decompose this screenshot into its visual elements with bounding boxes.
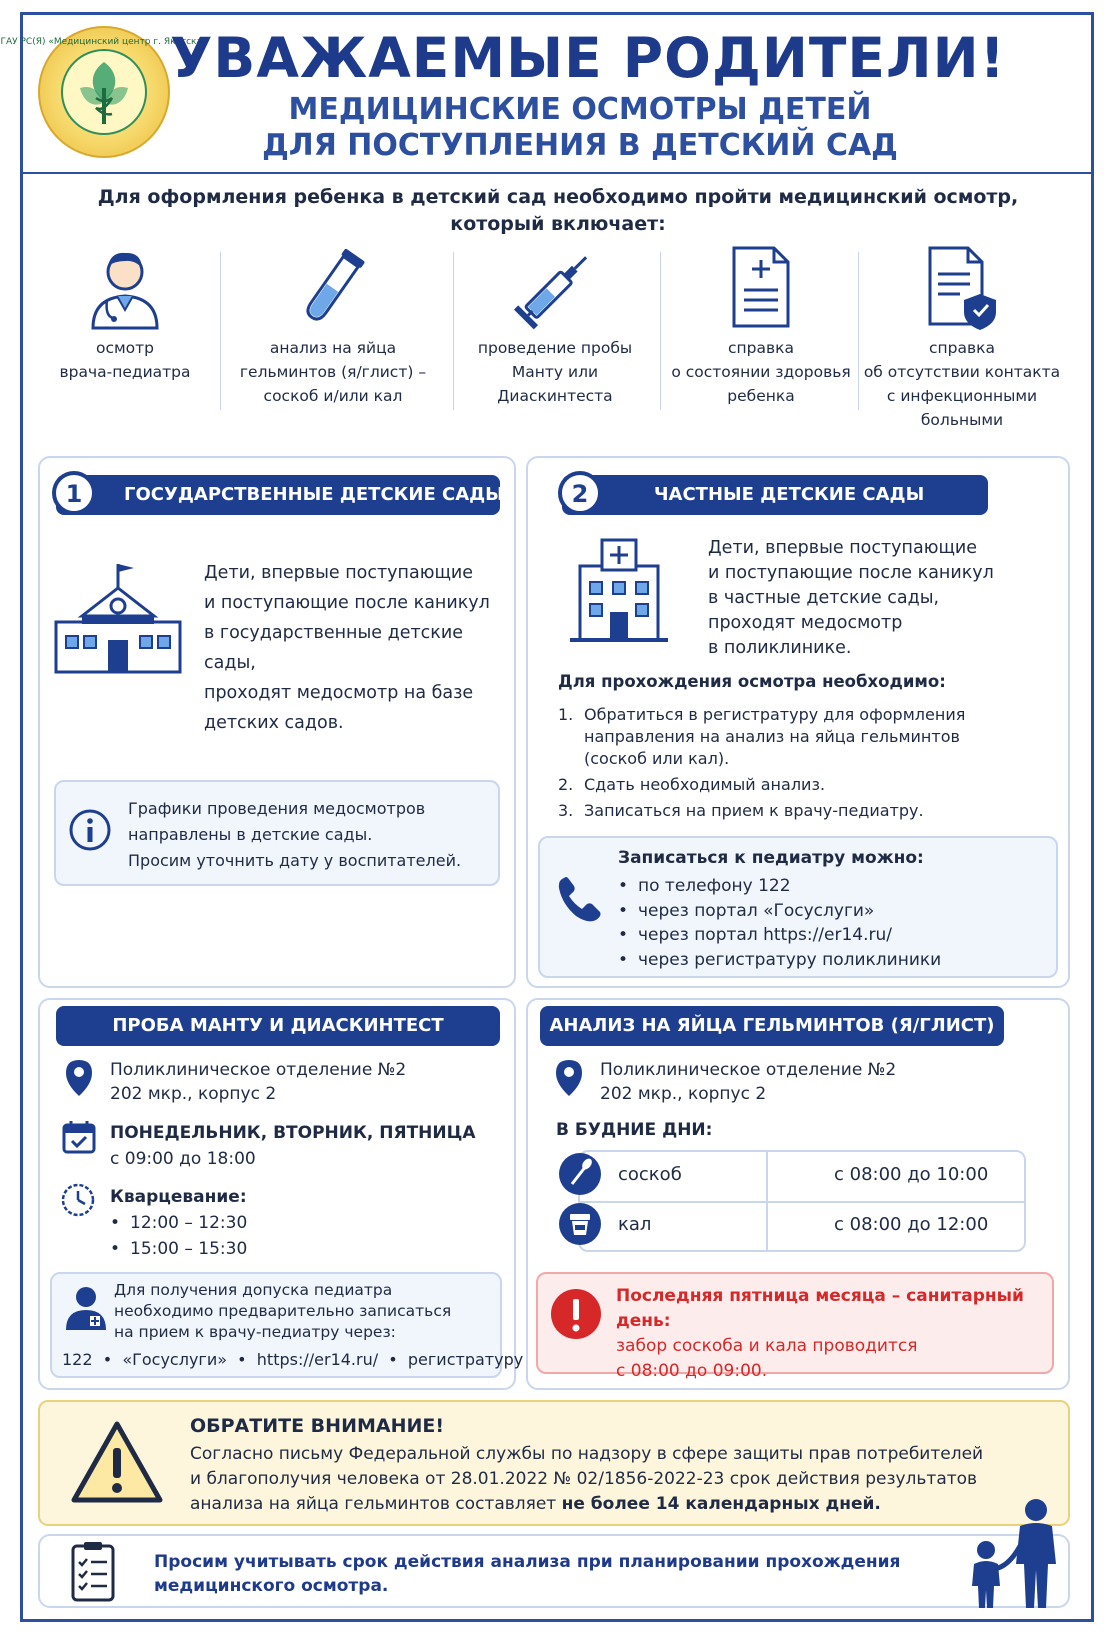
contact-item-gosuslugi: • через портал «Госуслуги» (618, 899, 1048, 924)
page-subtitle (170, 92, 990, 164)
section-title: ГОСУДАРСТВЕННЫЕ ДЕТСКИЕ САДЫ (124, 484, 504, 505)
checklist-item-helminth-test (228, 244, 438, 408)
info-icon (68, 808, 112, 852)
quartz-title: Кварцевание: (110, 1187, 247, 1207)
checklist-label: Диаскинтеста (497, 387, 613, 405)
mantoux-schedule (110, 1120, 476, 1172)
helminth-location (600, 1058, 896, 1106)
state-info-text (128, 796, 498, 874)
text-line: забор соскоба и кала проводится (616, 1336, 918, 1356)
private-kindergartens-header (562, 475, 988, 515)
location-pin-icon (64, 1058, 94, 1098)
pediatrician-note-channels: 122 • «Госуслуги» • https://er14.ru/ • регистратуру (62, 1350, 524, 1369)
text-line: проходят медосмотр на базе (204, 683, 474, 703)
phone-icon (556, 874, 604, 924)
contact-list (618, 874, 1048, 972)
sanitary-day-text (616, 1284, 1052, 1384)
clipboard-checklist-icon (70, 1540, 116, 1602)
step-number: 1. (558, 705, 574, 724)
swab-icon (558, 1152, 602, 1196)
text-line: Поликлиническое отделение №2 (600, 1060, 897, 1080)
text-line: (соскоб или кал). (584, 749, 730, 768)
document-plus-icon (726, 244, 796, 330)
text-line: Дети, впервые поступающие (204, 563, 474, 583)
checklist-label: Манту или (511, 363, 599, 381)
checklist-label: больными (920, 411, 1004, 429)
text-line: направления на анализ на яйца гельминтов (584, 727, 960, 746)
text-line: на прием к врачу-педиатру через: (114, 1323, 396, 1341)
checklist-label: анализ на яйца (269, 339, 397, 357)
checklist-label: соскоб и/или кал (263, 387, 403, 405)
checklist-label: справка (929, 339, 995, 357)
subtitle-line-1: МЕДИЦИНСКИЕ ОСМОТРЫ ДЕТЕЙ (288, 92, 872, 127)
text-line: медицинского осмотра. (154, 1576, 389, 1596)
text-line: и поступающие после каникул (204, 593, 490, 613)
checklist-label: проведение пробы (477, 339, 633, 357)
intro-line-1: Для оформления ребенка в детский сад необходимо пройти медицинский осмотр, (97, 186, 1019, 208)
quartz-schedule (110, 1184, 247, 1262)
text-line: Поликлиническое отделение №2 (110, 1060, 407, 1080)
checklist-item-mantoux (460, 244, 650, 408)
text-line: Последняя пятница месяца – санитарный день: (616, 1286, 1024, 1331)
table-row-time: с 08:00 до 10:00 (834, 1164, 989, 1185)
section-number-badge: 1 (52, 471, 96, 515)
text-line: Согласно письму Федеральной службы по надзору в сфере защиты прав потребителей (190, 1444, 984, 1464)
attention-line3-normal: анализа на яйца гельминтов составляет (190, 1494, 562, 1514)
text-line: Обратиться в регистратуру для оформления (584, 705, 966, 724)
location-pin-icon (554, 1058, 584, 1098)
checklist-item-doctor (40, 244, 210, 384)
table-column-divider (766, 1152, 768, 1250)
attention-box (38, 1400, 1070, 1526)
step-number: 3. (558, 801, 574, 820)
text-line: с 08:00 до 09:00. (616, 1361, 768, 1381)
divider (858, 252, 859, 410)
alert-icon (550, 1288, 602, 1340)
contact-item-phone: • по телефону 122 (618, 874, 1048, 899)
table-row-name: соскоб (618, 1164, 682, 1185)
calendar-icon (62, 1120, 96, 1154)
text-line: и благополучия человека от 28.01.2022 № 02/1856-2022-23 срок действия результатов (190, 1469, 978, 1489)
text-line: Записаться на прием к врачу-педиатру. (584, 801, 924, 820)
text-line: направлены в детские сады. (128, 825, 373, 844)
divider (660, 252, 661, 410)
clock-icon (60, 1182, 96, 1218)
text-line: Графики проведения медосмотров (128, 799, 426, 818)
logo-emblem-icon (0, 28, 208, 156)
weekdays-label: В БУДНИЕ ДНИ: (556, 1120, 713, 1140)
checklist-label: гельминтов (я/глист) – (239, 363, 427, 381)
pediatrician-note-text (114, 1280, 494, 1343)
attention-title: ОБРАТИТЕ ВНИМАНИЕ! (190, 1415, 445, 1437)
container-icon (558, 1202, 602, 1246)
steps-list (558, 704, 1058, 822)
quartz-item: • 15:00 – 15:30 (110, 1236, 247, 1262)
text-line: необходимо предварительно записаться (114, 1302, 452, 1320)
divider (220, 252, 221, 410)
text-line: в частные детские сады, (708, 588, 940, 608)
mantoux-header: ПРОБА МАНТУ И ДИАСКИНТЕСТ (56, 1006, 500, 1046)
checklist-label: о состоянии здоровья (671, 363, 851, 381)
mantoux-hours: с 09:00 до 18:00 (110, 1149, 256, 1169)
checklist-item-contact-certificate (862, 244, 1062, 432)
contact-item-registry: • через регистратуру поликлиники (618, 948, 1048, 973)
footer-text (154, 1550, 914, 1598)
step-number: 2. (558, 775, 574, 794)
contact-box (538, 836, 1058, 978)
text-line: и поступающие после каникул (708, 563, 994, 583)
text-line: Дети, впервые поступающие (708, 538, 978, 558)
helminth-schedule-table (578, 1150, 1026, 1252)
text-line: проходят медосмотр (708, 613, 903, 633)
attention-line3-bold: не более 14 календарных дней. (561, 1494, 881, 1514)
text-line: 202 мкр., корпус 2 (110, 1084, 277, 1104)
checklist-label: осмотр (95, 339, 155, 357)
page-title: УВАЖАЕМЫЕ РОДИТЕЛИ! (170, 26, 1006, 90)
step-item (558, 704, 1058, 770)
school-building-icon (52, 560, 184, 678)
text-line: 202 мкр., корпус 2 (600, 1084, 767, 1104)
pediatrician-note-box (50, 1272, 524, 1378)
state-info-box (54, 780, 500, 886)
step-item (558, 800, 1058, 822)
header-divider (20, 172, 1094, 174)
divider (453, 252, 454, 410)
document-shield-icon (922, 244, 1002, 330)
checklist-item-health-certificate (666, 244, 856, 408)
private-kindergartens-text (708, 536, 1058, 661)
checklist-label: об отсутствии контакта (863, 363, 1061, 381)
quartz-item: • 12:00 – 12:30 (110, 1210, 247, 1236)
table-row-time: с 08:00 до 12:00 (834, 1214, 989, 1235)
text-line: в государственные детские сады, (204, 623, 464, 673)
contact-title: Записаться к педиатру можно: (618, 848, 924, 868)
step-item (558, 774, 1058, 796)
state-kindergartens-text (204, 558, 510, 738)
sanitary-day-warning (536, 1272, 1054, 1381)
logo (0, 26, 208, 158)
checklist-label: с инфекционными (886, 387, 1038, 405)
checklist-label: врача-педиатра (59, 363, 191, 381)
text-line: Сдать необходимый анализ. (584, 775, 826, 794)
checklist-label: ребенка (727, 387, 795, 405)
test-tube-icon (291, 244, 375, 330)
contact-item-er14: • через портал https://er14.ru/ (618, 923, 1048, 948)
attention-text (190, 1414, 1060, 1517)
text-line: Просим учитывать срок действия анализа при планировании прохождения (154, 1552, 901, 1572)
mantoux-days: ПОНЕДЕЛЬНИК, ВТОРНИК, ПЯТНИЦА (110, 1123, 476, 1143)
logo-text: ГАУ РС(Я) «Медицинский центр г. Якутска» (0, 37, 208, 47)
hospital-building-icon (566, 536, 672, 646)
state-kindergartens-header (56, 475, 504, 515)
subtitle-line-2: ДЛЯ ПОСТУПЛЕНИЯ В ДЕТСКИЙ САД (262, 128, 898, 163)
steps-title: Для прохождения осмотра необходимо: (558, 672, 946, 691)
section-title: ЧАСТНЫЕ ДЕТСКИЕ САДЫ (654, 484, 925, 505)
text-line: Просим уточнить дату у воспитателей. (128, 851, 462, 870)
text-line: Для получения допуска педиатра (114, 1281, 393, 1299)
checklist-label: справка (728, 339, 794, 357)
text-line: детских садов. (204, 713, 344, 733)
text-line: в поликлинике. (708, 638, 852, 658)
helminth-header: АНАЛИЗ НА ЯЙЦА ГЕЛЬМИНТОВ (Я/ГЛИСТ) (540, 1006, 1004, 1046)
parent-child-icon (962, 1498, 1072, 1610)
intro-line-2: который включает: (450, 213, 666, 235)
section-number-badge: 2 (558, 471, 602, 515)
quartz-list (110, 1210, 247, 1262)
syringe-icon (510, 244, 600, 330)
mantoux-location (110, 1058, 406, 1106)
intro-text (70, 184, 1046, 238)
table-row-divider (580, 1201, 1024, 1203)
doctor-avatar-icon (64, 1284, 108, 1330)
warning-triangle-icon (70, 1420, 164, 1504)
table-row-name: кал (618, 1214, 652, 1235)
doctor-icon (83, 244, 167, 330)
text-line (190, 1492, 1060, 1517)
